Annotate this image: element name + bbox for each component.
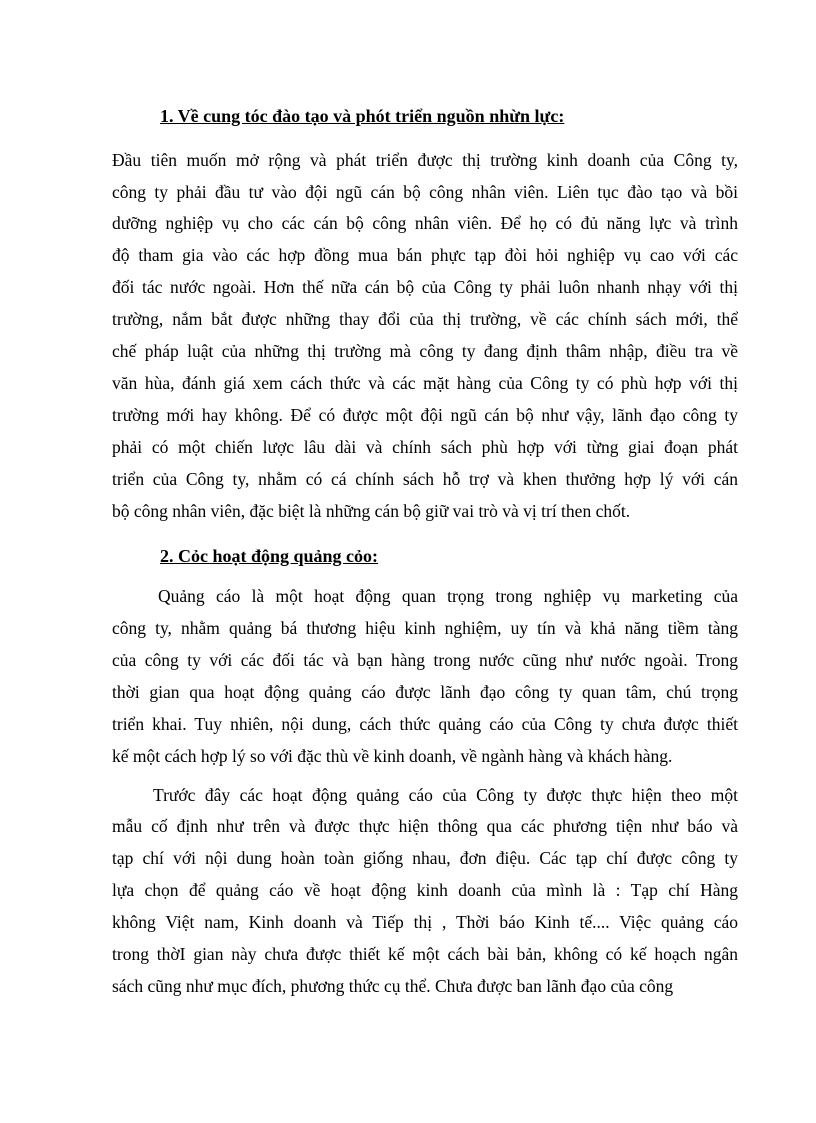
section-1-line: bộ công nhân viên, đặc biệt là những cán bộ giữ vai trò và vị trí then chốt. [112, 501, 631, 521]
section-2-para-2-line: sách cũng như mục đích, phương thức cụ thể. Chưa được ban lãnh đạo của công [112, 976, 674, 996]
section-1-line: Đầu tiên muốn mở rộng và phát triển được thị trường kinh doanh của Công ty, [112, 150, 738, 170]
section-2-para-2-line: mẫu cố định như trên và được thực hiện thông qua các phương tiện như báo và [112, 816, 738, 836]
section-2-para-2-line: tạp chí với nội dung hoàn toàn giống nhau, đơn điệu. Các tạp chí được công ty [112, 848, 738, 868]
section-2-para-2-line: lựa chọn để quảng cáo về hoạt động kinh doanh của mình là : Tạp chí Hàng [112, 880, 738, 900]
section-1-line: trường, nắm bắt được những thay đổi của thị trường, về các chính sách mới, thể [112, 309, 738, 329]
section-2-para-1-line: công ty, nhằm quảng bá thương hiệu kinh nghiệm, uy tín và khả năng tiềm tàng [112, 618, 738, 638]
section-2-para-2-line: không Việt nam, Kinh doanh và Tiếp thị , Thời báo Kinh tế.... Việc quảng cáo [112, 912, 738, 932]
section-1-line: dưỡng nghiệp vụ cho các cán bộ công nhân viên. Để họ có đủ năng lực và trình [112, 213, 738, 233]
section-1-line: độ tham gia vào các hợp đồng mua bán phực tạp đòi hỏi nghiệp vụ cao với các [112, 245, 738, 265]
section-1-heading: 1. Về cung tóc đào tạo và phót triển nguồn nhừn lực: [160, 106, 565, 126]
section-2-para-1-line: triển khai. Tuy nhiên, nội dung, cách thức quảng cáo của Công ty chưa được thiết [112, 714, 738, 734]
section-1-line: phải có một chiến lược lâu dài và chính sách phù hợp với từng giai đoạn phát [112, 437, 738, 457]
section-1-line: triển của Công ty, nhằm có cá chính sách hỗ trợ và khen thưởng hợp lý với cán [112, 469, 738, 489]
section-1-line: văn hùa, đánh giá xem cách thức và các mặt hàng của Công ty có phù hợp với thị [112, 373, 738, 393]
section-2-para-1-line: thời gian qua hoạt động quảng cáo được lãnh đạo công ty quan tâm, chú trọng [112, 682, 738, 702]
section-2-para-1-line: Quảng cáo là một hoạt động quan trọng trong nghiệp vụ marketing của [158, 586, 738, 606]
section-2-para-1-line: của công ty với các đối tác và bạn hàng trong nước cũng như nước ngoài. Trong [112, 650, 738, 670]
section-2-heading: 2. Cỏc hoạt động quảng cỏo: [160, 546, 379, 566]
section-2-para-2-line: Trước đây các hoạt động quảng cáo của Công ty được thực hiện theo một [153, 785, 738, 805]
section-1-line: đối tác nước ngoài. Hơn thế nữa cán bộ của Công ty phải luôn nhanh nhạy với thị [112, 277, 738, 297]
section-2-para-1-line: kế một cách hợp lý so với đặc thù về kinh doanh, về ngành hàng và khách hàng. [112, 746, 673, 766]
section-1-line: chế pháp luật của những thị trường mà công ty đang định thâm nhập, điều tra về [112, 341, 738, 361]
section-1-line: công ty phải đầu tư vào đội ngũ cán bộ công nhân viên. Liên tục đào tạo và bồi [112, 182, 738, 202]
section-2-para-2-line: trong thờI gian này chưa được thiết kế một cách bài bản, không có kế hoạch ngân [112, 944, 738, 964]
section-1-line: trường mới hay không. Để có được một đội ngũ cán bộ như vậy, lãnh đạo công ty [112, 405, 738, 425]
